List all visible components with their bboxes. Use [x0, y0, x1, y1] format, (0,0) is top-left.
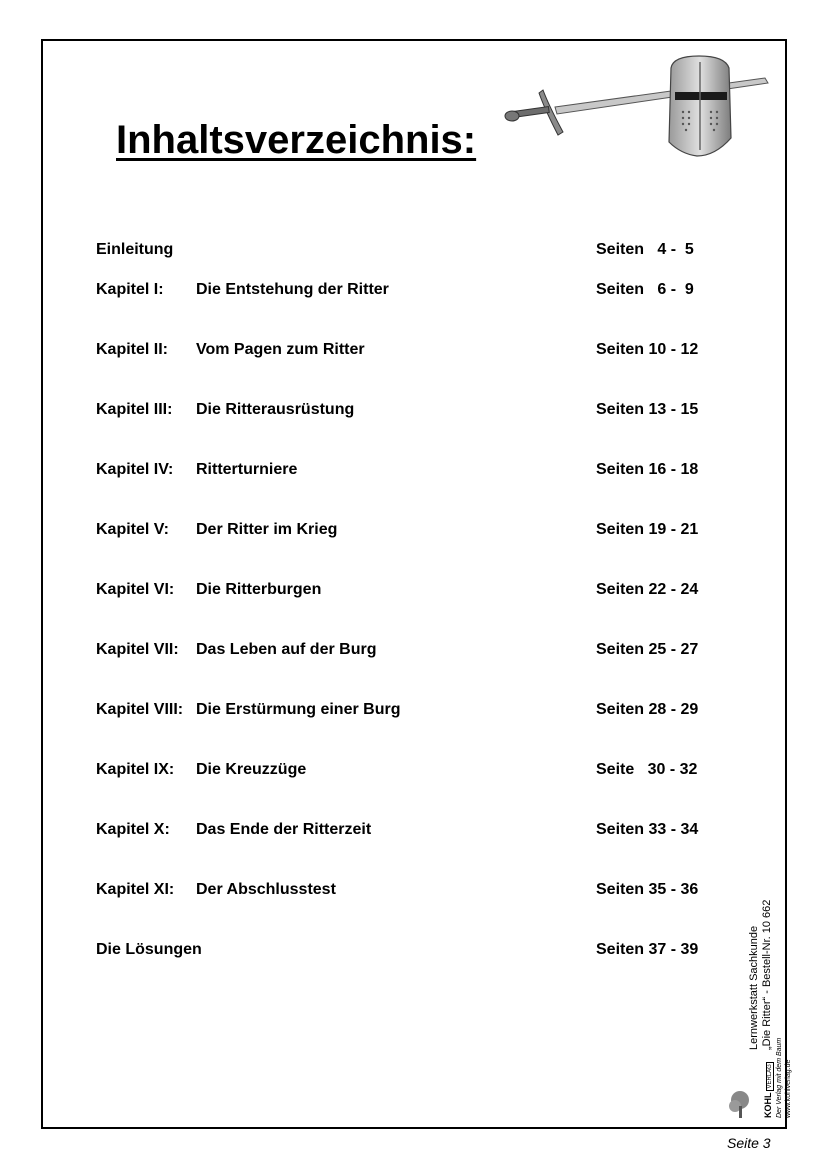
toc-chapter: Kapitel X: [96, 821, 170, 838]
toc-chapter: Kapitel I: [96, 281, 164, 298]
toc-chapter: Einleitung [96, 241, 174, 258]
toc-chapter: Kapitel XI: [96, 881, 175, 898]
toc-pages: Seite 30 - 32 [596, 761, 698, 778]
toc-chapter: Kapitel II: [96, 341, 169, 358]
toc-title: Ritterturniere [196, 461, 298, 478]
toc-pages: Seiten 33 - 34 [596, 821, 699, 838]
toc-pages: Seiten 25 - 27 [596, 641, 699, 658]
toc-chapter: Kapitel VII: [96, 641, 179, 658]
toc-chapter: Die Lösungen [96, 941, 202, 958]
toc-title: Die Ritterausrüstung [196, 401, 355, 418]
toc-chapter: Kapitel VIII: [96, 701, 184, 718]
publisher-info [764, 1038, 793, 1118]
toc-title: Der Abschlusstest [196, 881, 336, 898]
toc-chapter: Kapitel V: [96, 521, 169, 538]
toc-title: Die Ritterburgen [196, 581, 322, 598]
toc-chapter: Kapitel VI: [96, 581, 175, 598]
toc-title: Die Entstehung der Ritter [196, 281, 389, 298]
toc-title: Vom Pagen zum Ritter [196, 341, 365, 358]
publisher-slogan: Der Verlag mit dem Baum [776, 1037, 783, 1118]
toc-title: Die Erstürmung einer Burg [196, 701, 401, 718]
toc-pages: Seiten 16 - 18 [596, 461, 699, 478]
toc-pages: Seiten 37 - 39 [596, 941, 699, 958]
publisher-badge: VERLAG [767, 1064, 773, 1089]
toc-title: Die Kreuzzüge [196, 761, 307, 778]
toc-pages: Seiten 10 - 12 [596, 341, 699, 358]
page-number: Seite 3 [727, 1135, 771, 1151]
toc-title: Das Ende der Ritterzeit [196, 821, 372, 838]
knight-helmet-sword-illustration [503, 50, 773, 160]
side-credit [748, 900, 774, 1050]
side-credit-line2: „Die Ritter“ - Bestell-Nr. 10 662 [761, 899, 773, 1050]
publisher-name: KOHL [763, 1092, 773, 1118]
toc-pages: Seiten 28 - 29 [596, 701, 699, 718]
toc-pages: Seiten 4 - 5 [596, 241, 694, 258]
page-title: Inhaltsverzeichnis: [116, 118, 477, 162]
toc-pages: Seiten 22 - 24 [596, 581, 699, 598]
toc-pages: Seiten 19 - 21 [596, 521, 699, 538]
toc-title: Das Leben auf der Burg [196, 641, 377, 658]
page-border [41, 39, 787, 1129]
side-credit-line1: Lernwerkstatt Sachkunde [748, 925, 760, 1050]
toc-pages: Seiten 6 - 9 [596, 281, 694, 298]
publisher-url: www.kohlverlag.de [785, 1059, 792, 1118]
toc-title: Der Ritter im Krieg [196, 521, 338, 538]
toc-chapter: Kapitel III: [96, 401, 173, 418]
toc-chapter: Kapitel IV: [96, 461, 174, 478]
toc-chapter: Kapitel IX: [96, 761, 175, 778]
toc-pages: Seiten 13 - 15 [596, 401, 699, 418]
toc-pages: Seiten 35 - 36 [596, 881, 699, 898]
